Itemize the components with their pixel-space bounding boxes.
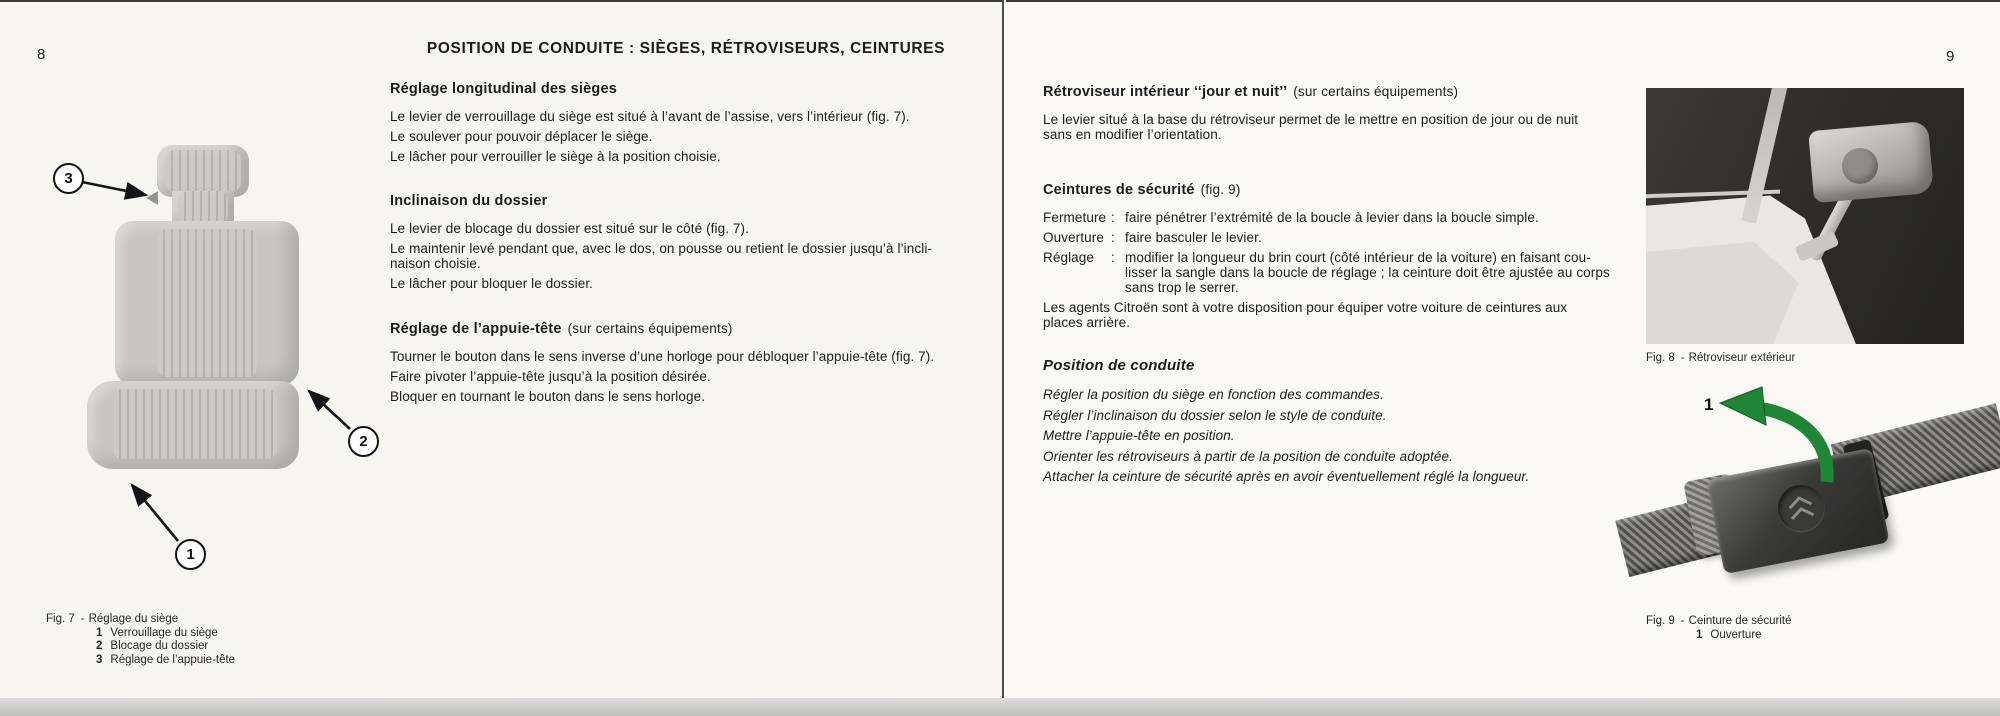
instruction-colon: : xyxy=(1111,250,1115,265)
heading-text: Ceintures de sécurité xyxy=(1043,182,1195,198)
callout-1-arrow xyxy=(132,485,178,541)
header-rule-left xyxy=(0,0,1002,2)
instruction-term: Fermeture xyxy=(1043,210,1107,225)
heading-suffix: (fig. 9) xyxy=(1200,182,1241,197)
figure7-caption xyxy=(46,613,235,667)
caption-item-label: Blocage du dossier xyxy=(110,640,209,652)
caption-item xyxy=(1696,629,1796,643)
instruction-colon: : xyxy=(1111,230,1115,245)
section-heading-ceintures-securite xyxy=(1043,182,1633,198)
page-number-left: 8 xyxy=(37,46,46,63)
figure7-seat-photo xyxy=(20,95,400,575)
mirror-pivot-cap xyxy=(1842,148,1878,184)
figure8-mirror-photo xyxy=(1646,88,1964,344)
figure9-photo-label: 1 xyxy=(1704,395,1714,414)
belt-instruction-ouverture xyxy=(1043,230,1633,245)
section-heading-reglage-longitudinal: Réglage longitudinal des sièges xyxy=(390,81,617,97)
figure-label: Fig. 9 xyxy=(1646,615,1675,627)
body-line-italic: Régler l’inclinaison du dossier selon le style de conduite. xyxy=(1043,407,1387,423)
body-paragraph xyxy=(390,241,990,271)
page-number-right: 9 xyxy=(1946,48,1955,65)
caption-item-label: Réglage de l’appuie-tête xyxy=(110,653,236,666)
heading-text: Réglage de l’appuie-tête xyxy=(390,321,562,337)
caption-item-label: Verrouillage du siège xyxy=(110,626,218,639)
body-line: Les agents Citroën sont à votre disposition pour équiper votre voiture de ceintures aux xyxy=(1043,300,1568,315)
callout-2-arrow xyxy=(309,391,350,429)
section-heading-reglage-appuie-tete xyxy=(390,321,990,337)
left-text-column xyxy=(390,82,990,409)
caption-dash: - xyxy=(1680,615,1685,627)
belt-instruction-fermeture xyxy=(1043,210,1633,225)
heading-suffix: (sur certains équipements) xyxy=(1293,84,1459,99)
figure9-seatbelt-photo xyxy=(1628,385,2000,607)
section-heading-retroviseur-interieur xyxy=(1043,84,1633,100)
body-line-italic: Régler la position du siège en fonction des commandes. xyxy=(1043,387,1384,402)
callout-1-badge: 1 xyxy=(175,539,206,570)
belt-instruction-reglage xyxy=(1043,250,1633,295)
header-rule-right xyxy=(1006,0,2000,2)
caption-line xyxy=(46,613,235,627)
heading-suffix: (sur certains équipements) xyxy=(567,321,733,336)
caption-dash: - xyxy=(1680,352,1685,364)
caption-item xyxy=(96,640,235,654)
scan-edge-strip xyxy=(0,698,2000,716)
body-line: modifier la longueur du brin court (côté intérieur de la voiture) en faisant cou- xyxy=(1125,250,1591,265)
instruction-colon: : xyxy=(1111,210,1115,225)
body-line: naison choisie. xyxy=(390,256,481,271)
body-line: Faire pivoter l’appuie-tête jusqu’à la position désirée. xyxy=(390,369,711,384)
body-line: places arrière. xyxy=(1043,315,1131,330)
body-line: Tourner le bouton dans le sens inverse d’une horloge pour débloquer l’appuie-tête (fig. 7). xyxy=(390,349,935,364)
figure-label: Fig. 7 xyxy=(46,613,75,625)
body-line: sans en modifier l’orientation. xyxy=(1043,127,1222,142)
body-paragraph xyxy=(1043,112,1633,142)
body-line: Le levier de verrouillage du siège est situé à l’avant de l’assise, vers l’intérieur (fig. 7). xyxy=(390,109,910,124)
body-line: Le lâcher pour bloquer le dossier. xyxy=(390,276,594,291)
figure8-caption xyxy=(1646,352,1799,366)
caption-dash: - xyxy=(80,613,85,625)
figure-title: Rétroviseur extérieur xyxy=(1688,352,1796,364)
instruction-text: faire basculer le levier. xyxy=(1125,230,1262,245)
callout-3-badge: 3 xyxy=(53,163,84,194)
body-line-italic: Attacher la ceinture de sécurité après en avoir éventuellement réglé la longueur. xyxy=(1043,469,1530,484)
instruction-term: Ouverture xyxy=(1043,230,1104,245)
body-line-italic: Orienter les rétroviseurs à partir de la position de conduite adoptée. xyxy=(1043,448,1453,464)
instruction-text: faire pénétrer l’extrémité de la boucle à levier dans la boucle simple. xyxy=(1125,210,1539,225)
page-gutter-line xyxy=(1002,0,1004,716)
body-line: Le lâcher pour verrouiller le siège à la position choisie. xyxy=(390,149,721,164)
body-line: Le levier situé à la base du rétroviseur permet de le mettre en position de jour ou de nuit xyxy=(1043,112,1579,127)
section-heading-position-de-conduite: Position de conduite xyxy=(1043,357,1195,374)
instruction-text xyxy=(1125,250,1633,295)
figure9-caption xyxy=(1646,615,1796,642)
caption-line xyxy=(1646,352,1799,366)
figure-title: Ceinture de sécurité xyxy=(1688,615,1792,627)
body-line: Bloquer en tournant le bouton dans le sens horloge. xyxy=(390,389,706,404)
caption-line xyxy=(1646,615,1796,629)
heading-text: Rétroviseur intérieur ‘‘jour et nuit’’ xyxy=(1043,84,1288,100)
instruction-term: Réglage xyxy=(1043,250,1094,265)
body-line: lisser la sangle dans la boucle de réglage ; la ceinture doit être ajustée au corps xyxy=(1125,265,1610,280)
callout-2-badge: 2 xyxy=(348,426,379,457)
caption-item xyxy=(96,627,235,641)
body-line-italic: Mettre l’appuie-tête en position. xyxy=(1043,428,1235,443)
body-line: Le soulever pour pouvoir déplacer le siège. xyxy=(390,129,653,144)
body-line: Le maintenir levé pendant que, avec le dos, on pousse ou retient le dossier jusqu’à l’incli- xyxy=(390,241,933,256)
caption-item-number: 2 xyxy=(96,640,103,652)
callout-3-arrow xyxy=(82,182,146,195)
figure-label: Fig. 8 xyxy=(1646,352,1675,364)
body-line: Le levier de blocage du dossier est situé sur le côté (fig. 7). xyxy=(390,221,749,236)
section-heading-inclinaison-dossier: Inclinaison du dossier xyxy=(390,193,548,209)
page-title: POSITION DE CONDUITE : SIÈGES, RÉTROVISEURS, CEINTURES xyxy=(426,40,946,57)
body-paragraph xyxy=(1043,300,1633,330)
caption-item-number: 3 xyxy=(96,653,103,666)
figure-title: Réglage du siège xyxy=(88,613,179,625)
green-arrow-icon xyxy=(1628,385,2000,607)
caption-item-label: Ouverture xyxy=(1710,628,1762,641)
body-line: sans trop le serrer. xyxy=(1125,280,1239,295)
caption-item-number: 1 xyxy=(96,626,103,639)
caption-item xyxy=(96,654,235,668)
right-text-column xyxy=(1043,84,1633,490)
caption-item-number: 1 xyxy=(1696,628,1703,641)
